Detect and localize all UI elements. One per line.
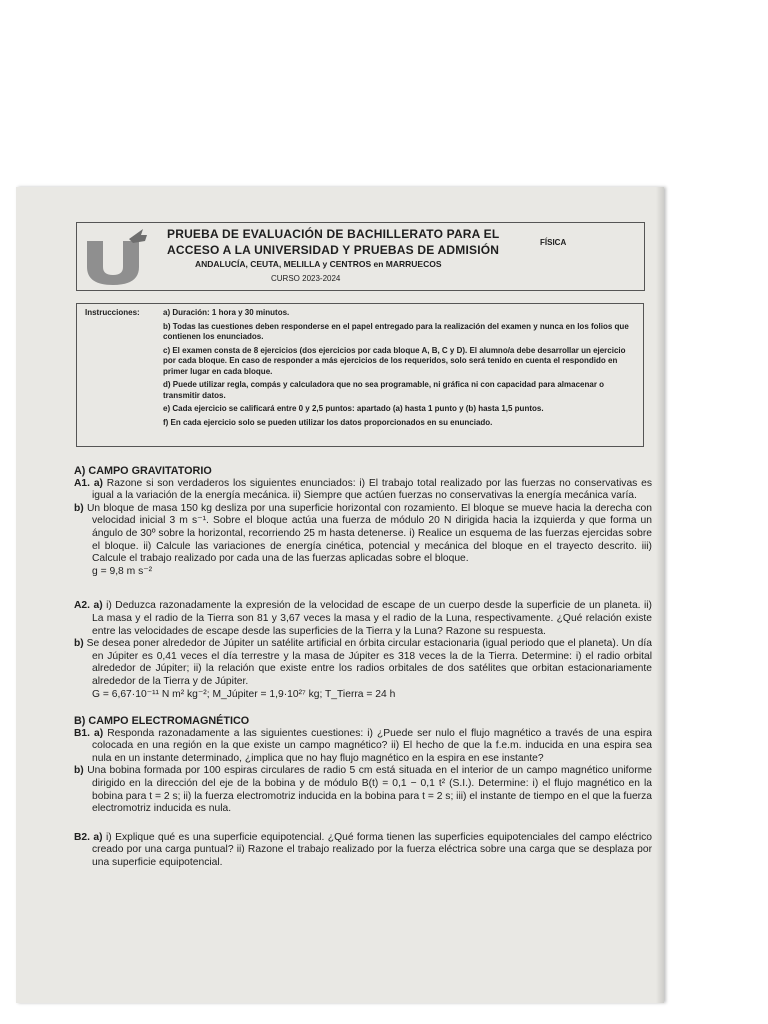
question-b1-b [74,765,652,815]
question-a1-b-text: Un bloque de masa 150 kg desliza por una superficie horizontal con rozamiento. El bloque se mueve hacia la derecha con velocidad inicial 3 m s⁻¹. Sobre el bloque actúa una fuerza de módulo 20 N dirigida hacia la izquierda y que forma un ángulo de 30º sobre la horizontal, recorriendo 25 m hasta detenerse. i) Realice un esquema de las fuerzas ejercidas sobre el bloque. ii) Calcule las variaciones de energía cinética, potencial y mecánica del bloque en el trayecto descrito. iii) Calcule el trabajo realizado por cada una de las fuerzas aplicadas sobre el bloque. [86,502,652,565]
exam-content [74,465,652,870]
question-b1-b-label: b) [74,765,84,777]
section-b-title: B) CAMPO ELECTROMAGNÉTICO [74,715,250,728]
question-a1-data: g = 9,8 m s⁻² [92,565,153,577]
question-a2-a [74,600,652,638]
question-a2-b-text: Se desea poner alrededor de Júpiter un satélite artificial en órbita circular estacionaria (igual periodo que el planeta). Un día en Júpiter es 0,41 veces el día terrestre y la masa de Júpiter es 318 veces la de la Tierra. Determine: i) el radio orbital alrededor de Júpiter; ii) la relación que existe entre los radios orbitales de dos satélites que orbitan estacionariamente alrededor de la Tierra y de Júpiter. [86,638,652,687]
question-a1-b-label: b) [74,502,84,514]
instruction-item: a) Duración: 1 hora y 30 minutos. [163,308,290,317]
exam-title [167,226,547,258]
question-a2-label: A2. a) [74,600,103,612]
section-a-title: A) CAMPO GRAVITATORIO [74,465,212,477]
instruction-item: f) En cada ejercicio solo se pueden utilizar los datos proporcionados en su enunciado. [163,417,493,427]
exam-sheet [16,187,664,1003]
question-b2-label: B2. a) [74,831,103,843]
university-logo-icon [83,227,149,287]
question-b1-b-text: Una bobina formada por 100 espiras circulares de radio 5 cm está situada en el interior de un campo magnético uniforme dirigido en la dirección del eje de la bobina y de módulo B(t) = 0,1 − 0,1 t² (S.I.). Determine: i) el flujo magnético en la bobina para t = 2 s; ii) la fuerza electromotriz inducida en la bobina para t = 2 s; iii) el instante de tiempo en el que la fuerza electromotriz inducida es nula. [87,765,652,815]
exam-course: CURSO 2023-2024 [271,274,341,283]
instruction-item: c) El examen consta de 8 ejercicios (dos ejercicios por cada bloque A, B, C y D). El alumno/a debe desarrollar un ejercicio por cada bloque. En caso de responder a más ejercicios de los requeridos, solo será tenido en cuenta el respondido en primer lugar en cada bloque. [163,345,626,376]
exam-region: ANDALUCÍA, CEUTA, MELILLA y CENTROS en MARRUECOS [195,259,442,269]
question-b2-a [74,832,652,870]
question-a1-a-text: Razone si son verdaderos los siguientes enunciados: i) El trabajo total realizado por las fuerzas no conservativas es igual a la variación de la energía mecánica. ii) Siempre que actúen fuerzas no conservativas la energía mecánica varía. [92,477,652,502]
instructions-list [163,308,633,431]
question-a1-a [74,478,652,503]
question-a1-label: A1. a) [74,477,103,489]
question-a2-b [74,638,652,688]
question-b2-a-text: i) Explique qué es una superficie equipotencial. ¿Qué forma tienen las superficies equipotenciales del campo eléctrico creado por una carga puntual? ii) Razone el trabajo realizado por la fuerza eléctrica sobre una carga que se desplaza por una superficie equipotencial. [92,831,652,869]
question-a1-b [74,503,652,566]
instructions-box [76,303,644,447]
question-a2-a-text: i) Deduzca razonadamente la expresión de la velocidad de escape de un cuerpo desde la superficie de un planeta. ii) La masa y el radio de la Tierra son 81 y 3,67 veces la masa y el radio de la Luna, respectivamente. ¿Qué relación existe entre las velocidades de escape desde las superficies de la Tierra y la Luna? Razone su respuesta. [92,600,652,637]
exam-title-line1: PRUEBA DE EVALUACIÓN DE BACHILLERATO PARA EL [167,227,500,241]
exam-subject: FÍSICA [540,238,567,247]
instruction-item: e) Cada ejercicio se calificará entre 0 y 2,5 puntos: apartado (a) hasta 1 punto y (b) hasta 1,5 puntos. [163,404,544,413]
exam-header [76,222,645,291]
instruction-item: d) Puede utilizar regla, compás y calculadora que no sea programable, ni gráfica ni con capacidad para almacenar o transmitir datos. [163,380,605,400]
exam-title-line2: ACCESO A LA UNIVERSIDAD Y PRUEBAS DE ADMISIÓN [167,243,500,257]
question-b1-a [74,728,652,766]
question-a2-b-label: b) [74,638,84,650]
question-b1-a-text: Responda razonadamente a las siguientes cuestiones: i) ¿Puede ser nulo el flujo magnético a través de una espira colocada en una región en la que existe un campo magnético? ii) El hecho de que la f.e.m. inducida en una espira sea nula en un instante determinado, ¿implica que no hay flujo magnético en la espira en ese instante? [92,727,652,764]
question-a2-data: G = 6,67·10⁻¹¹ N m² kg⁻²; M_Júpiter = 1,9·10²⁷ kg; T_Tierra = 24 h [92,688,396,700]
instructions-label: Instrucciones: [85,308,140,317]
instruction-item: b) Todas las cuestiones deben responderse en el papel entregado para la realización del examen y nunca en los folios que contienen los enunciados. [163,321,629,341]
question-b1-label: B1. a) [74,727,104,739]
